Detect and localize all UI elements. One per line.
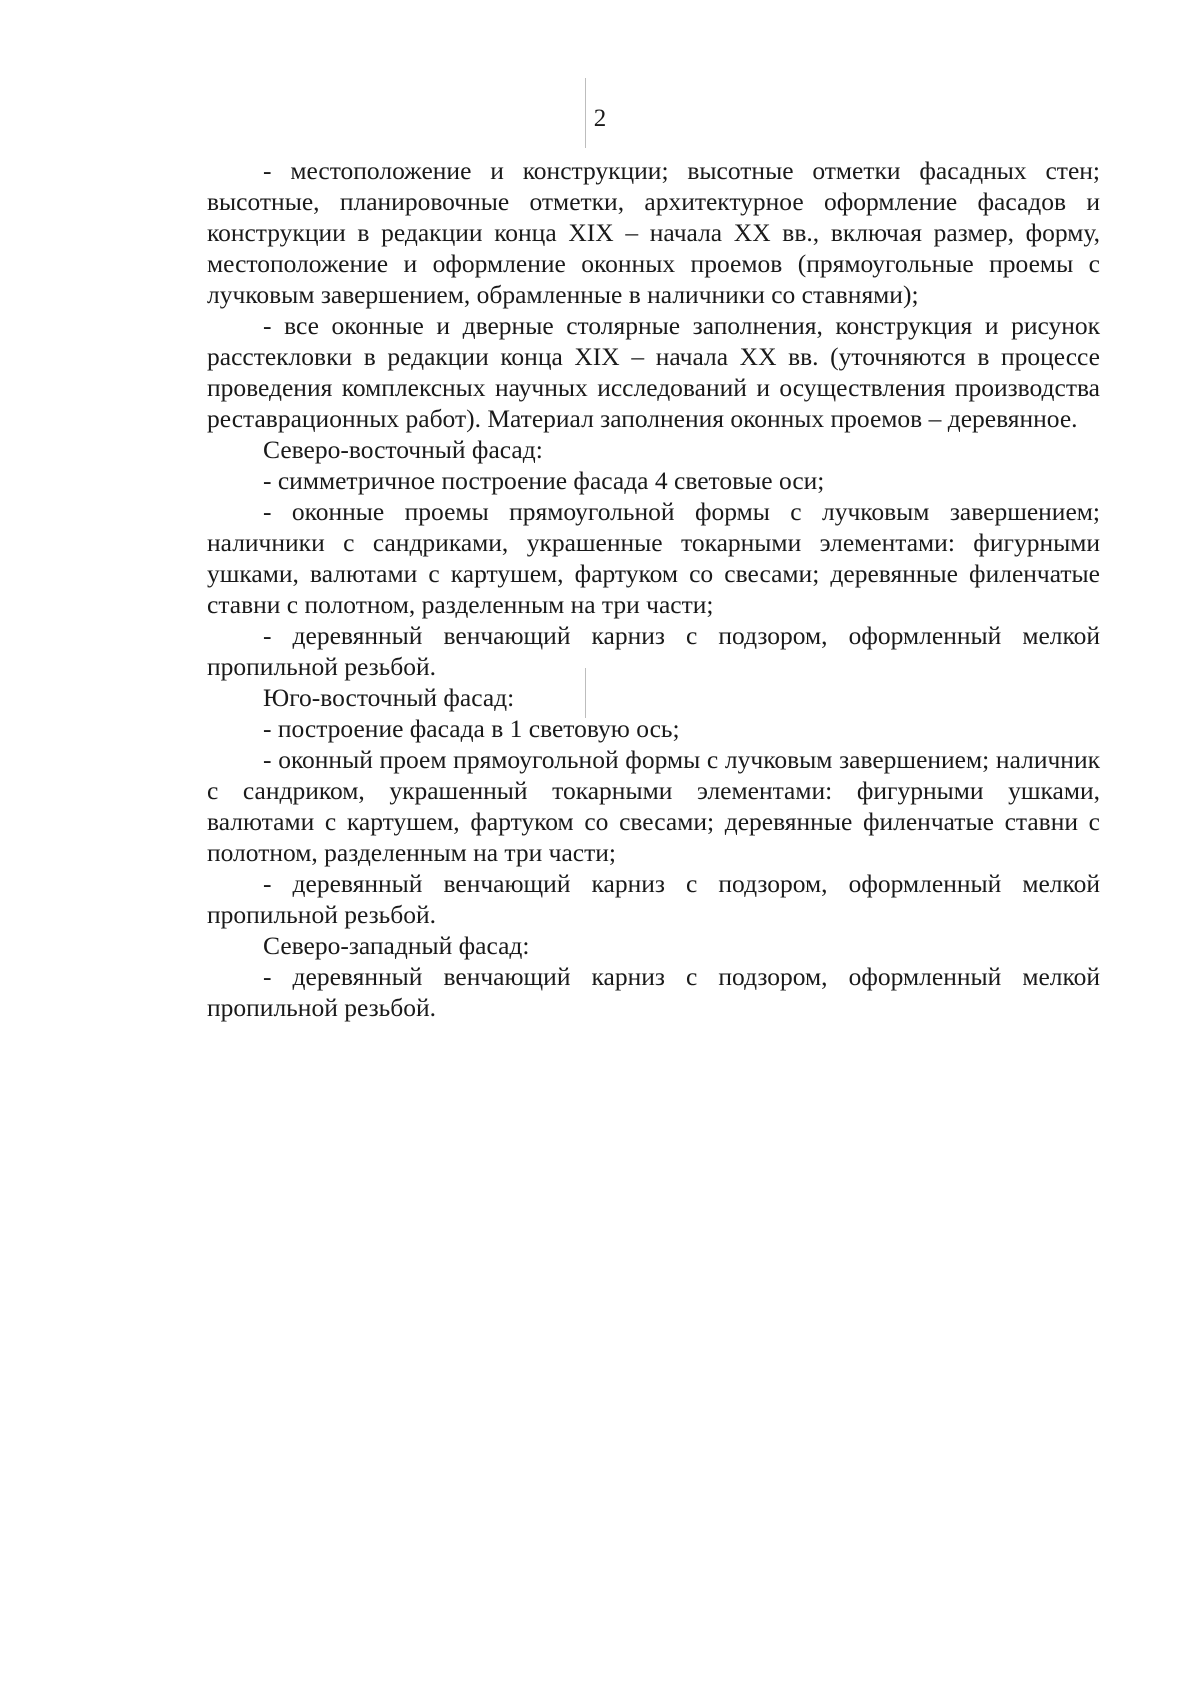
paragraph: - оконный проем прямоугольной формы с лучковым завершением; наличник с сандриком, украшенный токарными элементами: фигурными ушками, валютами с картушем, фартуком со свесами; деревянные филенчатые ставни с полотном, разделенным на три части;: [207, 745, 1100, 867]
section-heading: Северо-западный фасад:: [263, 931, 530, 960]
paragraph: - деревянный венчающий карниз с подзором, оформленный мелкой пропильной резьбой.: [207, 869, 1100, 929]
paragraph: - местоположение и конструкции; высотные отметки фасадных стен; высотные, планировочные отметки, архитектурное оформление фасадов и конструкции в редакции конца XIX – начала XX вв., включая размер, форму, местоположение и оформление оконных проемов (прямоугольные проемы с лучковым завершением, обрамленные в наличники со ставнями);: [207, 156, 1100, 309]
paragraph: - деревянный венчающий карниз с подзором, оформленный мелкой пропильной резьбой.: [207, 621, 1100, 681]
document-body: [207, 155, 1100, 1023]
section-heading: Юго-восточный фасад:: [263, 683, 515, 712]
paragraph: - симметричное построение фасада 4 световые оси;: [263, 466, 825, 495]
paragraph: - деревянный венчающий карниз с подзором, оформленный мелкой пропильной резьбой.: [207, 962, 1100, 1022]
paragraph: - оконные проемы прямоугольной формы с лучковым завершением; наличники с сандриками, украшенные токарными элементами: фигурными ушками, валютами с картушем, фартуком со свесами; деревянные филенчатые ставни с полотном, разделенным на три части;: [207, 497, 1100, 619]
paragraph: - все оконные и дверные столярные заполнения, конструкция и рисунок расстекловки в редакции конца XIX – начала XX вв. (уточняются в процессе проведения комплексных научных исследований и осуществления производства реставрационных работ). Материал заполнения оконных проемов – деревянное.: [207, 311, 1100, 433]
page-number: 2: [593, 105, 607, 132]
section-heading: Северо-восточный фасад:: [263, 435, 543, 464]
paragraph: - построение фасада в 1 световую ось;: [263, 714, 680, 743]
